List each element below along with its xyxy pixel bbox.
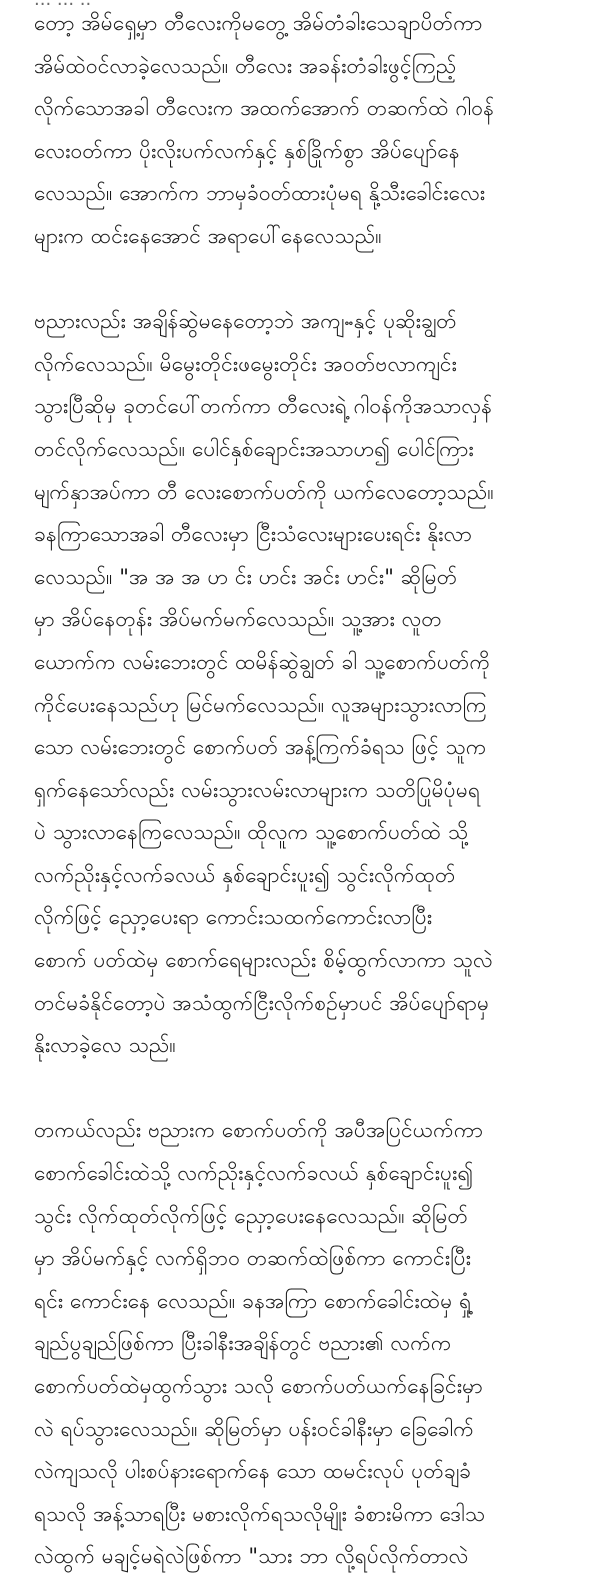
text-line: သော လမ်းဘေးတွင် စောက်ပတ် အန့်ကြက်ခံရသ ဖြင့် သူက (34, 735, 487, 760)
paragraph-spacer (34, 1067, 594, 1110)
text-line: လဲထွက် မချင့်မရဲလဲဖြစ်ကာ "သား ဘာ လို့ရပ်လိုက်တာလဲ (34, 1544, 469, 1569)
text-line: လဲကျသလို ပါးစပ်နားရောက်နေ သော ထမင်းလုပ် ပုတ်ချခံ (34, 1459, 472, 1484)
text-line: တော့ အိမ်ရှေ့မှာ တီလေးကိုမတွေ့ အိမ်တံခါးသေချာပိတ်ကာ (34, 11, 483, 35)
text-line: လေသည်။ "အ အ အ ဟ င်း ဟင်း အင်း ဟင်း" ဆိုမြတ် (34, 564, 458, 589)
text-line: လေးဝတ်ကာ ပိုးလိုးပက်လက်နှင့် နှစ်ခြိုက်စွာ အိပ်ပျော်နေ (34, 138, 460, 163)
text-line: တင်မခံနိုင်တော့ပဲ အသံထွက်ငြီးလိုက်စဉ်မှာပင် အိပ်ပျော်ရာမှ (34, 990, 490, 1015)
text-line: စောက်ခေါင်းထဲသို့ လက်ညိုးနှင့်လက်ခလယ် နှစ်ချောင်းပူး၍ (34, 1161, 474, 1186)
text-line: လိုက်လေသည်။ မိမွေးတိုင်းဖမွေးတိုင်း အဝတ်ဗလာကျင်း (34, 351, 457, 376)
text-line: ကိုင်ပေးနေသည်ဟု မြင်မက်လေသည်။ လူအများသွားလာကြ (34, 692, 487, 717)
text-line: များက ထင်းနေအောင် အရာပေါ်နေလေသည်။ (34, 223, 382, 248)
text-line: ရသလို အန့်သာရပြီး မစားလိုက်ရသလိုမျိုး ခံစားမိကာ ဒေါသ (34, 1501, 486, 1526)
text-line: တကယ်လည်း ဗညားက စောက်ပတ်ကို အပီအပြင်ယက်ကာ (34, 1118, 484, 1143)
text-line: သွင်း လိုက်ထုတ်လိုက်ဖြင့် ညှော့ပေးနေလေသည်။ ဆိုမြတ် (34, 1203, 469, 1228)
text-line: သွားပြီဆိုမှ ခုတင်ပေါ်တက်ကာ တီလေးရဲ့ ဂါဝန်ကိုအသာလှန် (34, 394, 493, 419)
text-line: အိမ်ထဲဝင်လာခဲ့လေသည်။ တီလေး အခန်းတံခါးဖွင့်ကြည့် (34, 53, 457, 78)
text-line: လေသည်။ အောက်က ဘာမှခံဝတ်ထားပုံမရ နို့သီးခေါင်းလေး (34, 181, 486, 206)
text-line: လိုက်သောအခါ တီလေးက အထက်အောက် တဆက်ထဲ ဂါဝန် (34, 96, 495, 121)
text-line: လဲ ရပ်သွားလေသည်။ ဆိုမြတ်မှာ ပန်းဝင်ခါနီးမှာ ခြေခေါက် (34, 1416, 474, 1441)
text-line: စောက် ပတ်ထဲမှ စောက်ရေများလည်း စိမ့်ထွက်လာကာ သူလဲ (34, 948, 493, 973)
text-line: ဗညားလည်း အချိန်ဆွဲမနေတော့ဘဲ အကျႌနှင့် ပုဆိုးချွတ် (34, 309, 457, 334)
paragraph (34, 1109, 594, 1578)
paragraph-spacer (34, 258, 594, 301)
text-line: ပဲ သွားလာနေကြလေသည်။ ထိုလူက သူ့စောက်ပတ်ထဲ သို့ (34, 820, 469, 845)
article-body (34, 2, 594, 1578)
text-line: ရှက်နေသော်လည်း လမ်းသွားလမ်းလာများက သတိပြုမိပုံမရ (34, 777, 481, 802)
text-line: ခနကြာသောအခါ တီလေးမှာ ငြီးသံလေးများပေးရင်း နိုးလာ (34, 522, 473, 547)
text-line: တင်လိုက်လေသည်။ ပေါင်နှစ်ချောင်းအသာဟ၍ ပေါင်ကြား (34, 436, 474, 461)
text-line: မျက်နှာအပ်ကာ တီ လေးစောက်ပတ်ကို ယက်လေတော့သည်။ (34, 479, 494, 504)
paragraph (34, 2, 594, 258)
paragraph (34, 300, 594, 1067)
text-line: လိုက်ဖြင့် ညှော့ပေးရာ ကောင်းသထက်ကောင်းလာပြီး (34, 905, 433, 930)
text-line: စောက်ပတ်ထဲမှထွက်သွား သလို စောက်ပတ်ယက်နေခြင်းမှာ (34, 1374, 483, 1398)
text-line: ချည်ပွချည်ဖြစ်ကာ ပြီးခါနီးအချိန်တွင် ဗညား၏ လက်က (34, 1331, 452, 1356)
text-line: ရင်း ကောင်းနေ လေသည်။ ခနအကြာ စောက်ခေါင်းထဲမှ ရှုံ့ (34, 1288, 472, 1313)
text-line: လက်ညိုးနှင့်လက်ခလယ် နှစ်ချောင်းပူး၍ သွင်းလိုက်ထုတ် (34, 862, 456, 887)
text-line: နိုးလာခဲ့လေ သည်။ (34, 1033, 176, 1058)
text-line: မှာ အိပ်မက်နှင့် လက်ရှိဘဝ တဆက်ထဲဖြစ်ကာ ကောင်းပြီး (34, 1246, 472, 1271)
text-line: မှာ အိပ်နေတုန်း အိပ်မက်မက်လေသည်။ သူ့အား လူတ (34, 607, 442, 632)
text-line: ယောက်က လမ်းဘေးတွင် ထမိန်ဆွဲချွတ် ခါ သူ့စောက်ပတ်ကို (34, 649, 491, 674)
